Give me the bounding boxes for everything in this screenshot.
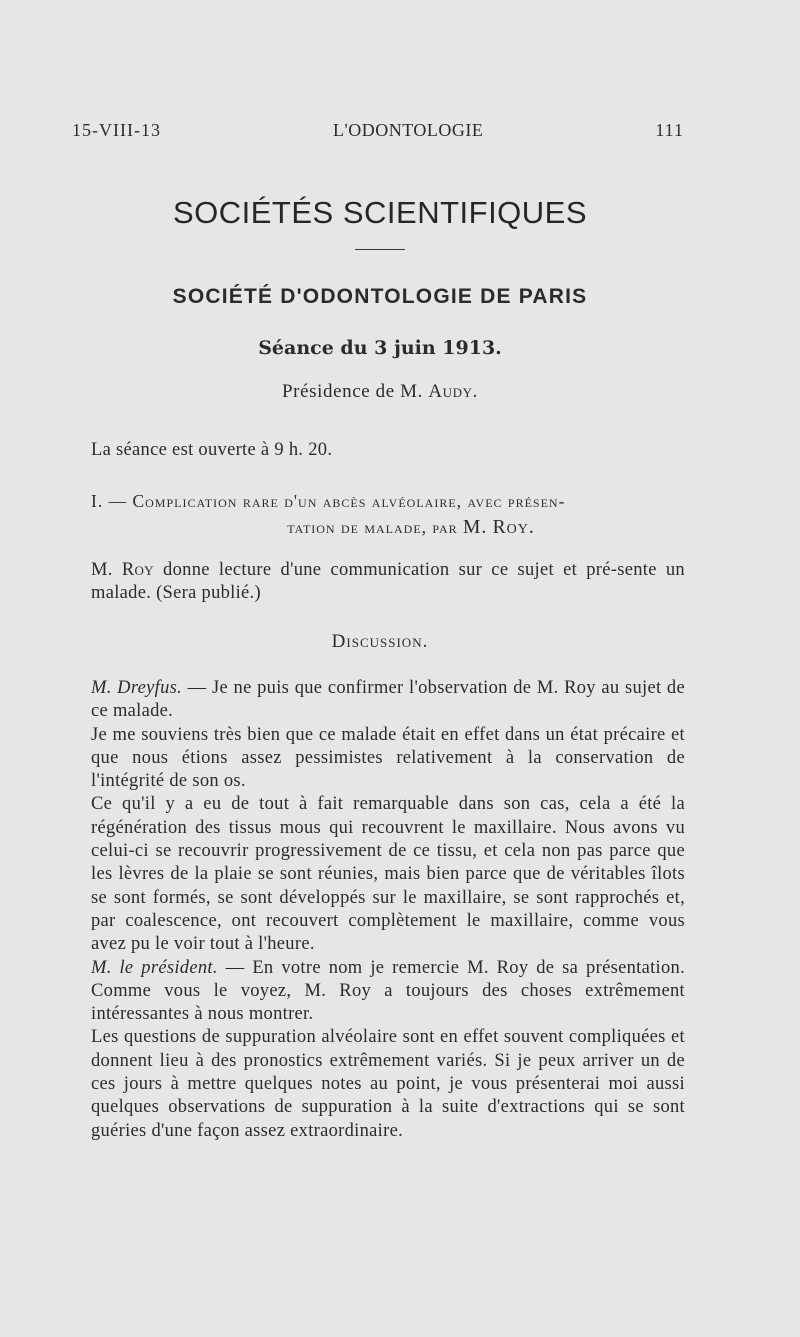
roy-paragraph-text: donne lecture d'une communication sur ce sujet et pré-sente un malade. (Sera publié.) bbox=[91, 560, 685, 604]
president-paragraph-2: Les questions de suppuration alvéolaire sont en effet souvent compliquées et donnent lieu à des pronostics extrêmement variés. Si je peux arriver un de ces jours à mettre quelques notes au point, je vous présenterai moi aussi quelques observations de suppuration à la suite d'extractions qui se sont guéries d'une façon assez extraordinaire. bbox=[91, 1027, 685, 1141]
dreyfus-paragraph-2: Je me souviens très bien que ce malade était en effet dans un état précaire et que nous étions assez pessimistes relativement à la conservation de l'intégrité de son os. bbox=[91, 724, 685, 792]
discussion-body bbox=[91, 677, 685, 1143]
running-header bbox=[72, 120, 684, 141]
roy-paragraph bbox=[91, 559, 685, 606]
president-paragraph-1 bbox=[91, 957, 685, 1027]
title-divider bbox=[355, 249, 405, 250]
society-title: SOCIÉTÉ D'ODONTOLOGIE DE PARIS bbox=[172, 285, 588, 308]
item-heading-line2 bbox=[91, 514, 691, 541]
item-heading-line2-prefix: tation de malade, par bbox=[287, 517, 458, 537]
header-journal-title: L'ODONTOLOGIE bbox=[332, 120, 484, 140]
dreyfus-text-1: — Je ne puis que confirmer l'observation de M. Roy au sujet de ce malade. bbox=[91, 678, 685, 722]
president-name: Audy. bbox=[428, 381, 478, 402]
opening-line: La séance est ouverte à 9 h. 20. bbox=[91, 440, 333, 460]
item-heading-line1: I. — Complication rare d'un abcès alvéolaire, avec présen- bbox=[91, 491, 566, 511]
header-date: 15-VIII-13 bbox=[72, 120, 161, 140]
president-text-1: — En votre nom je remercie M. Roy de sa présentation. Comme vous le voyez, M. Roy a toujours des choses extrêmement intéressantes à nous montrer. bbox=[91, 957, 685, 1025]
roy-speaker-m: M. bbox=[91, 560, 113, 580]
presidence-prefix: Présidence de M. bbox=[282, 381, 423, 402]
session-date: Séance du 3 juin 1913. bbox=[258, 337, 502, 359]
item-heading bbox=[91, 488, 691, 541]
header-page-number: 111 bbox=[655, 120, 684, 140]
speaker-dreyfus: M. Dreyfus. bbox=[91, 678, 183, 698]
item-heading-m: M. bbox=[463, 517, 488, 538]
dreyfus-paragraph-3: Ce qu'il y a eu de tout à fait remarquable dans son cas, cela a été la régénération des tissus mous qui recouvrent le maxillaire. Nous avons vu celui-ci se recouvrir progressivement de ce tissu, et cela non pas parce que les lèvres de la plaie se sont réunies, mais bien parce que de véritables îlots se sont formés, se sont développés sur le maxillaire, se sont rapprochés et, par coalescence, ont recouvert complètement le maxillaire, comme vous avez pu le voir tout à l'heure. bbox=[91, 794, 685, 955]
item-heading-name: Roy. bbox=[492, 517, 535, 538]
dreyfus-paragraph-1 bbox=[91, 677, 685, 724]
discussion-heading: Discussion. bbox=[331, 631, 429, 652]
roy-speaker-name: Roy bbox=[121, 560, 154, 580]
section-title: SOCIÉTÉS SCIENTIFIQUES bbox=[172, 195, 588, 230]
presidence-line bbox=[0, 381, 760, 403]
speaker-president: M. le président. bbox=[91, 957, 218, 978]
